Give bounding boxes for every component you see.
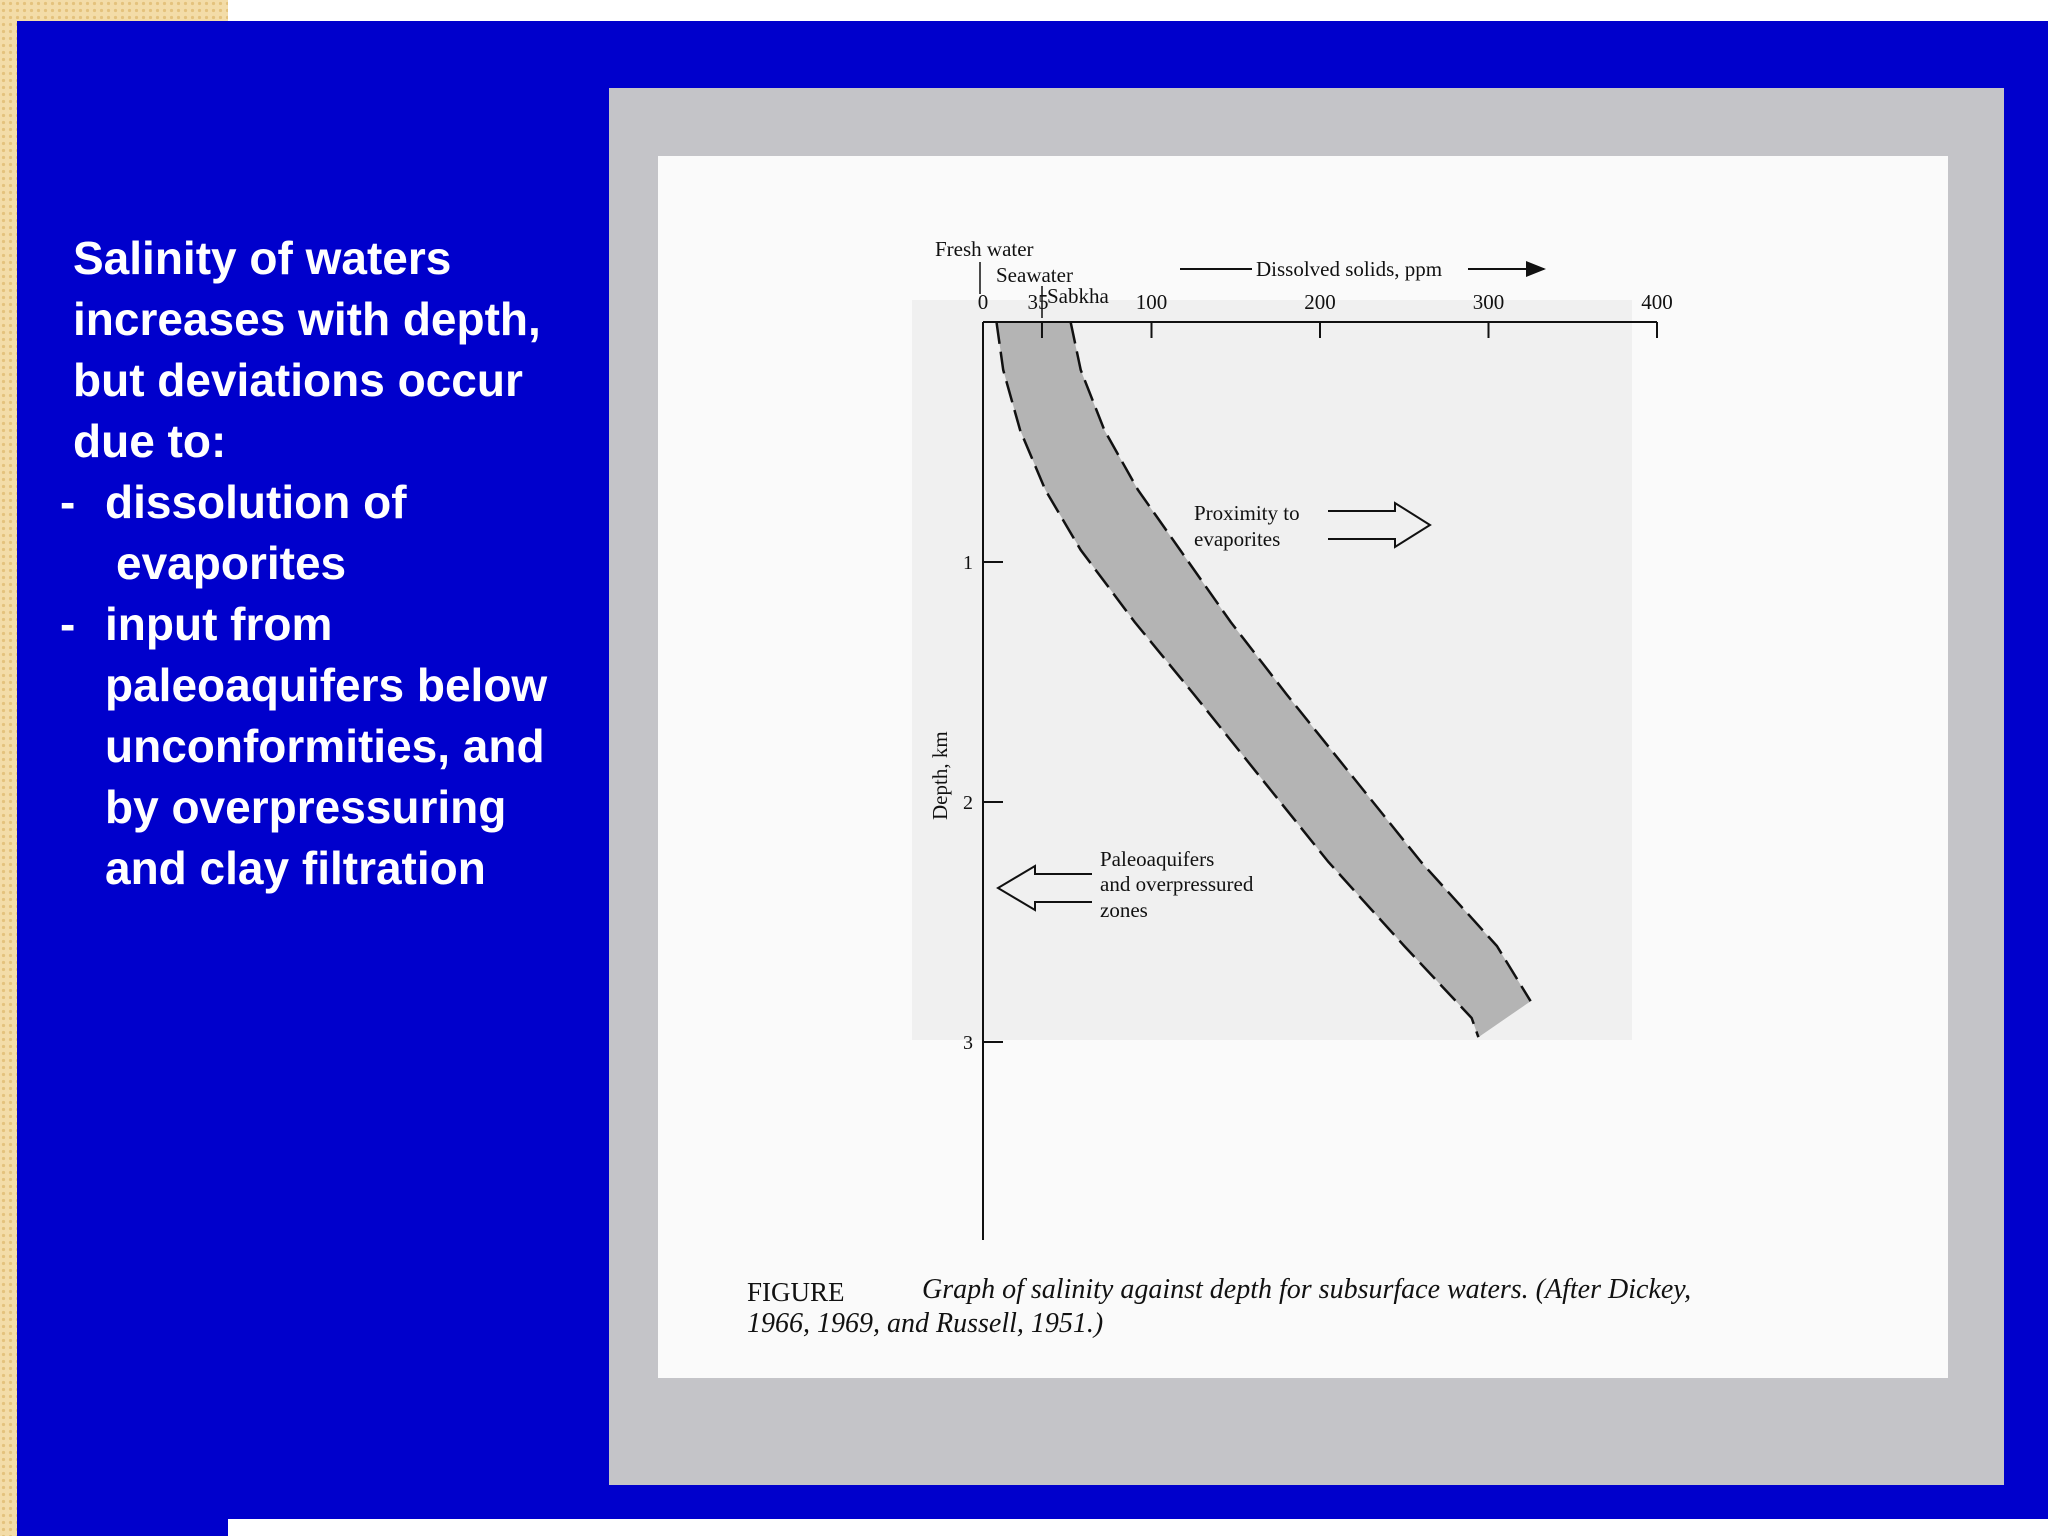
y-axis-title: Depth, km (928, 731, 952, 820)
paleo-label-line3: zones (1100, 898, 1148, 922)
text-line: evaporites (116, 537, 347, 589)
y-tick-label: 1 (963, 552, 973, 574)
figure-caption-label: FIGURE (747, 1277, 845, 1307)
text-line: but deviations occur (73, 354, 523, 406)
text-line: increases with depth, (73, 293, 541, 345)
bullet-dash: - (60, 598, 76, 650)
seawater-label: Seawater (996, 263, 1073, 287)
proximity-label-line2: evaporites (1194, 527, 1281, 551)
bullet-dash: - (60, 476, 76, 528)
fresh-water-label: Fresh water (935, 237, 1034, 261)
x-tick-label: 400 (1641, 290, 1673, 314)
y-tick-label: 2 (963, 792, 973, 814)
paleo-label-line2: and overpressured (1100, 872, 1254, 896)
x-tick-label: 0 (977, 290, 989, 314)
bullet-item: - input from (60, 594, 600, 655)
proximity-arrow (1328, 503, 1430, 547)
x-tick-label: 300 (1472, 290, 1505, 314)
x-tick-label: 35 (1027, 290, 1049, 314)
y-tick-label: 3 (963, 1032, 973, 1054)
x-axis-title: Dissolved solids, ppm (1256, 257, 1443, 281)
figure-caption-line2: 1966, 1969, and Russell, 1951.) (747, 1308, 1104, 1339)
paleo-arrow (998, 866, 1092, 910)
text-line: Salinity of waters (73, 232, 452, 284)
text-line: due to: (73, 415, 227, 467)
figure-caption-line1: Graph of salinity against depth for subsurface waters. (After Dickey, (922, 1274, 1692, 1305)
proximity-label-line1: Proximity to (1194, 501, 1300, 525)
text-line: unconformities, and (105, 720, 545, 772)
x-tick-label: 100 (1135, 290, 1168, 314)
sabkha-label: Sabkha (1047, 284, 1109, 308)
x-tick-label: 200 (1304, 290, 1336, 314)
bullet-item: - dissolution of (60, 472, 600, 533)
paleo-label-line1: Paleoaquifers (1100, 847, 1215, 871)
text-line: paleoaquifers below (105, 659, 548, 711)
text-line: and clay filtration (105, 842, 486, 894)
text-line: by overpressuring (105, 781, 507, 833)
salinity-band-fill (996, 322, 1530, 1037)
salinity-band (996, 322, 1530, 1037)
